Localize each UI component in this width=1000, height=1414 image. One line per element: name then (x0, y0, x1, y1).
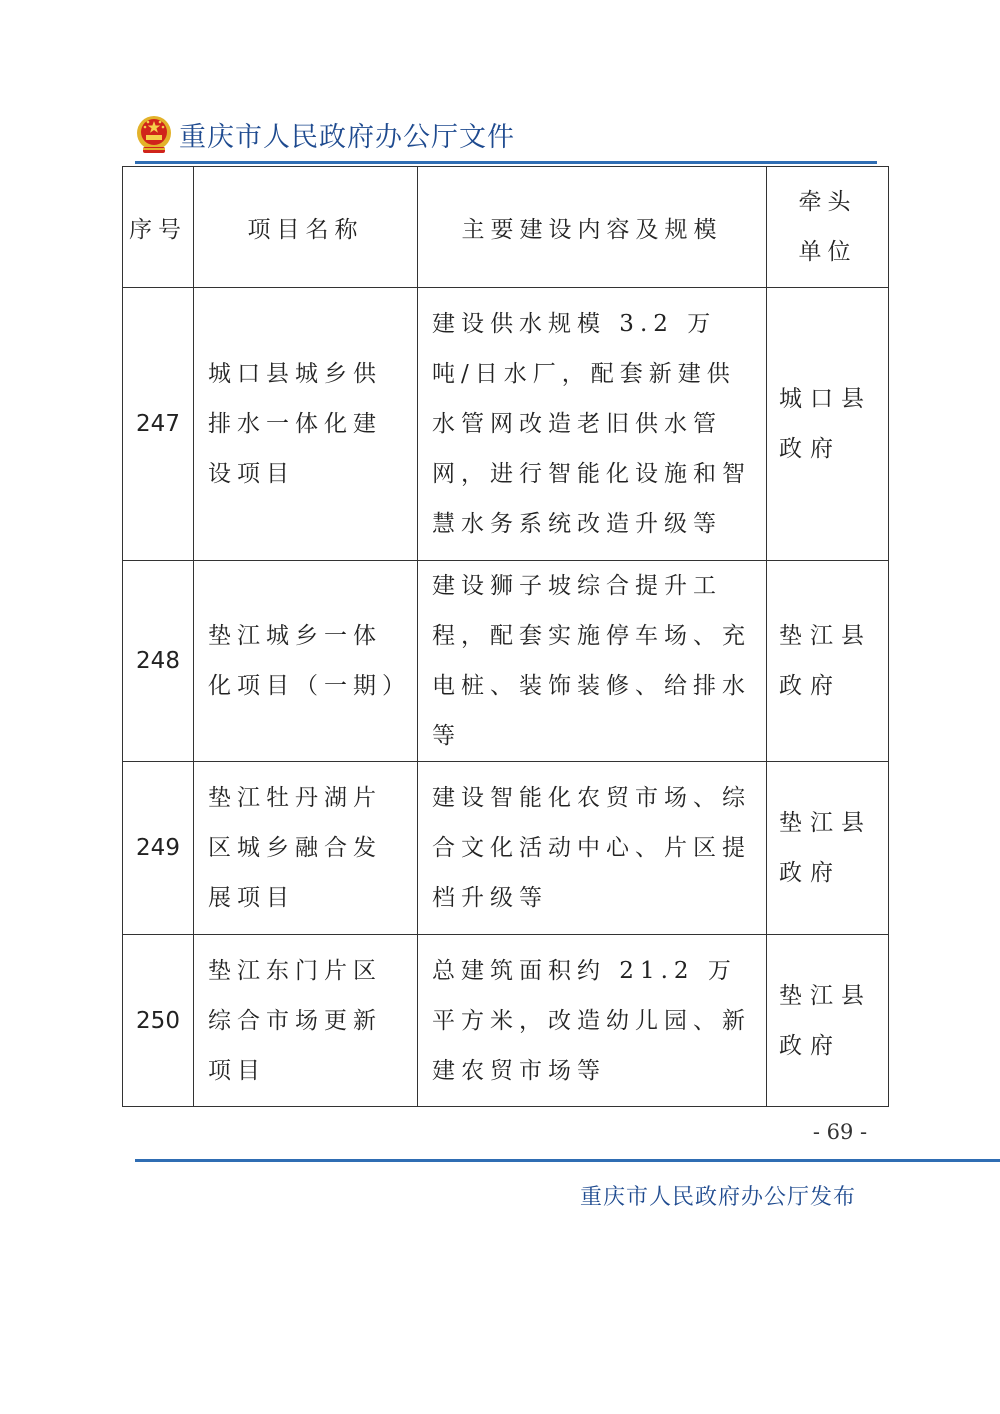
row-num: 247 (123, 288, 194, 561)
row-lead: 垫江县政府 (767, 762, 889, 935)
row-num: 249 (123, 762, 194, 935)
national-emblem-icon (135, 112, 173, 156)
document-header (135, 108, 515, 160)
table-header-row (123, 167, 889, 288)
table-row (123, 935, 889, 1107)
footer-divider (135, 1159, 1000, 1162)
table-row (123, 288, 889, 561)
row-lead: 垫江县政府 (767, 561, 889, 762)
table-row (123, 762, 889, 935)
page-number: - 69 - (812, 1120, 868, 1144)
col-header-lead: 牵头单位 (767, 167, 889, 288)
row-name: 垫江牡丹湖片区城乡融合发展项目 (194, 762, 418, 935)
header-divider (135, 161, 877, 164)
header-title: 重庆市人民政府办公厅文件 (179, 121, 515, 153)
footer-publisher: 重庆市人民政府办公厅发布 (580, 1185, 857, 1210)
row-name: 垫江东门片区综合市场更新项目 (194, 935, 418, 1107)
row-content: 总建筑面积约 21.2 万平方米，改造幼儿园、新建农贸市场等 (418, 935, 767, 1107)
table-row (123, 561, 889, 762)
row-lead: 城口县政府 (767, 288, 889, 561)
row-lead: 垫江县政府 (767, 935, 889, 1107)
col-header-name: 项目名称 (194, 167, 418, 288)
row-num: 248 (123, 561, 194, 762)
row-content: 建设智能化农贸市场、综合文化活动中心、片区提档升级等 (418, 762, 767, 935)
col-header-num: 序号 (123, 167, 194, 288)
col-header-content: 主要建设内容及规模 (418, 167, 767, 288)
row-name: 城口县城乡供排水一体化建设项目 (194, 288, 418, 561)
row-name: 垫江城乡一体化项目（一期） (194, 561, 418, 762)
row-content: 建设供水规模 3.2 万吨/日水厂，配套新建供水管网改造老旧供水管网，进行智能化设施和智慧水务系统改造升级等 (418, 288, 767, 561)
row-content: 建设狮子坡综合提升工程，配套实施停车场、充电桩、装饰装修、给排水等 (418, 561, 767, 762)
project-table (122, 166, 889, 1107)
row-num: 250 (123, 935, 194, 1107)
